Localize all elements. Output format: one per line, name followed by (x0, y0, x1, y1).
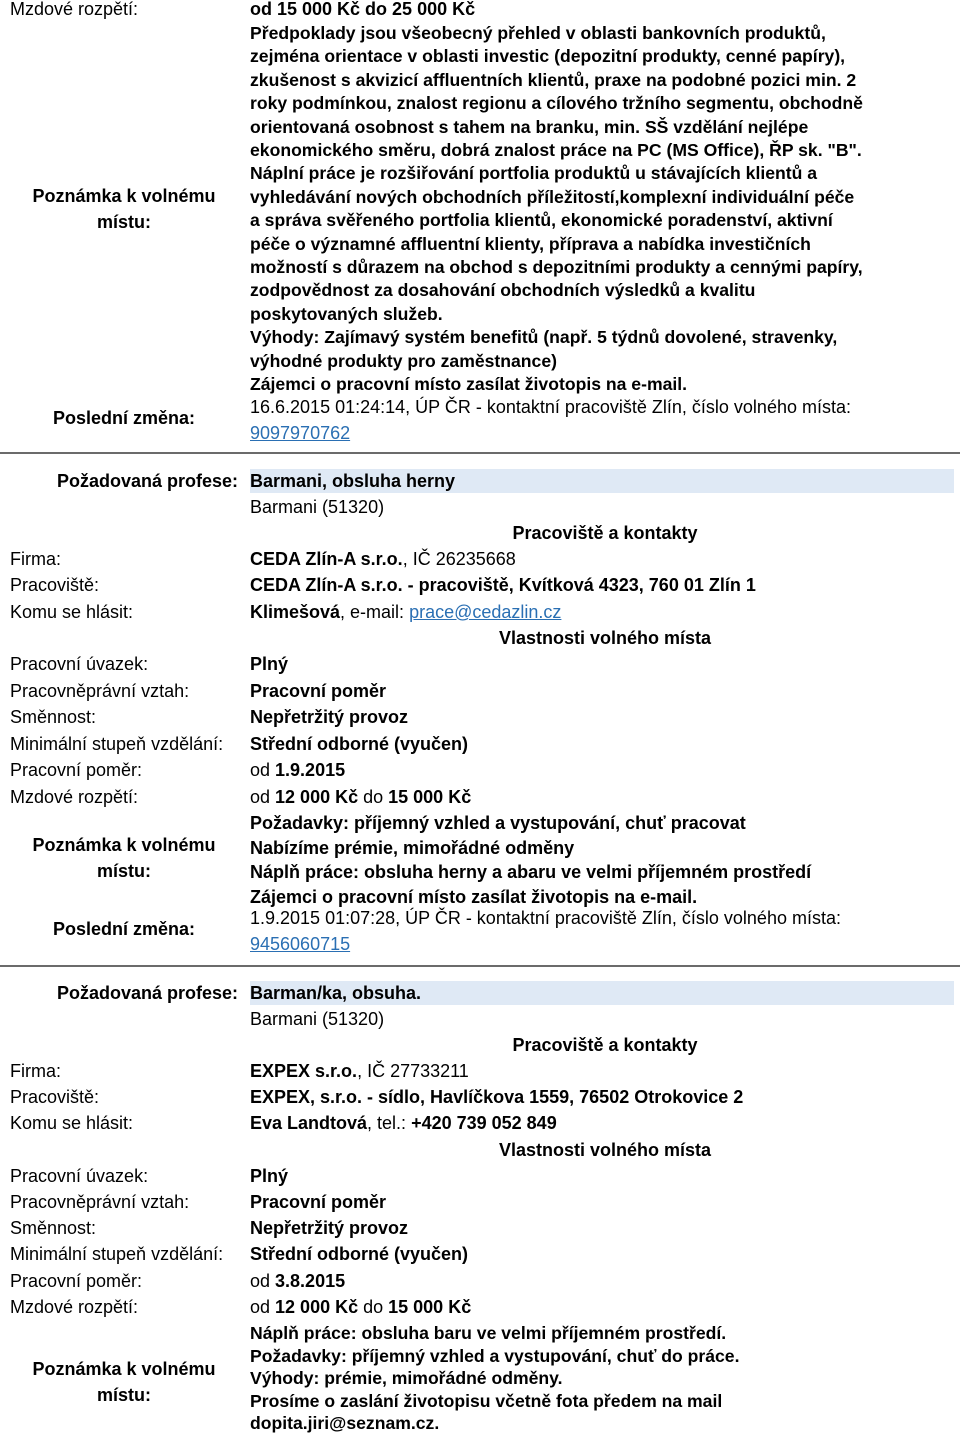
vzdelani-row (0, 1241, 960, 1267)
last-change-label: Poslední změna: (52, 408, 196, 428)
section-props-title: Vlastnosti volného místa (498, 628, 712, 648)
komu-row: Komu se hlásit: Eva Landtová, tel.: +420 739 052 849 (0, 1110, 960, 1136)
note-label: Poznámka k volnému místu: (32, 186, 216, 232)
profese-title: Barmani, obsluha herny (250, 471, 456, 491)
note-line: Výhody: prémie, mimořádné odměny. (250, 1368, 563, 1389)
vzdelani-label: Minimální stupeň vzdělání: (10, 734, 224, 754)
firma-label: Firma: (10, 1061, 61, 1081)
salary-row (0, 0, 960, 22)
pracoviste-label: Pracoviště: (10, 1087, 100, 1107)
note-line: roky podmínkou, znalost regionu a cílového tržního segmentu, obchodně (250, 93, 863, 114)
vacancy-number-link[interactable]: 9456060715 (250, 934, 351, 954)
separator (0, 452, 960, 454)
pracoviste-row (0, 572, 960, 598)
vztah-label: Pracovněprávní vztah: (10, 681, 190, 701)
note-line: ekonomického směru, dobrá znalost práce na PC (MS Office), ŘP sk. "B". (250, 140, 862, 161)
uvazek-row (0, 651, 960, 677)
smennost-row (0, 1215, 960, 1241)
note-line: Zájemci o pracovní místo zasílat životopis na e-mail. (250, 374, 688, 395)
note-line: Nabízíme prémie, mimořádné odměny (250, 837, 575, 858)
pomer-label: Pracovní poměr: (10, 760, 143, 780)
section-contacts (0, 1032, 960, 1058)
last-change-value: 1.9.2015 01:07:28, ÚP ČR - kontaktní pracoviště Zlín, číslo volného místa: 9456060715 (250, 908, 841, 954)
vztah-row (0, 678, 960, 704)
profese-code: Barmani (51320) (250, 497, 385, 517)
vzdelani-row (0, 731, 960, 757)
profese-label: Požadovaná profese: (56, 471, 238, 491)
separator (0, 965, 960, 967)
contact-email-link[interactable]: prace@cedazlin.cz (409, 602, 562, 622)
pracoviste-value: CEDA Zlín-A s.r.o. - pracoviště, Kvítková 4323, 760 01 Zlín 1 (250, 575, 756, 595)
smennost-value: Nepřetržitý provoz (250, 1218, 409, 1238)
note-line: Náplní práce je rozšiřování portfolia produktů u stávajících klientů a (250, 163, 818, 184)
uvazek-value: Plný (250, 654, 289, 674)
section-props (0, 1137, 960, 1163)
smennost-row (0, 704, 960, 730)
note-line: výhodné produkty pro zaměstnance) (250, 350, 557, 371)
note-line: zodpovědnost za dosahování obchodních výsledků a kvalitu (250, 280, 756, 301)
pracoviste-row (0, 1084, 960, 1110)
note-line: možností s důrazem na obchod s depozitními produkty a cennými papíry, (250, 257, 863, 278)
uvazek-value: Plný (250, 1166, 289, 1186)
firma-row (0, 1058, 960, 1084)
note-line: vyhledávání nových obchodních příležitostí,komplexní individuální péče (250, 186, 855, 207)
firma-name: EXPEX s.r.o. (250, 1061, 358, 1081)
section-contacts (0, 520, 960, 546)
pomer-label: Pracovní poměr: (10, 1271, 143, 1291)
profese-sub-row (0, 1006, 960, 1032)
section-contacts-title: Pracoviště a kontakty (512, 1035, 698, 1055)
section-contacts-title: Pracoviště a kontakty (512, 523, 698, 543)
smennost-value: Nepřetržitý provoz (250, 707, 409, 727)
komu-row: Komu se hlásit: Klimešová, e-mail: prace@cedazlin.cz (0, 599, 960, 625)
pomer-row: Pracovní poměr: od 3.8.2015 (0, 1268, 960, 1294)
note-line: dopita.jiri@seznam.cz. (250, 1413, 440, 1434)
uvazek-row (0, 1163, 960, 1189)
salary-label: Mzdové rozpětí: (10, 0, 139, 19)
profese-sub-row (0, 494, 960, 520)
note-line: a správa svěřeného portfolia klientů, ekonomické poradenství, aktivní (250, 210, 833, 231)
mzda-min: 12 000 Kč (275, 1297, 359, 1317)
note-text (250, 811, 955, 909)
contact-name: Klimešová (250, 602, 341, 622)
note-line: Požadavky: příjemný vzhled a vystupování, chuť do práce. (250, 1345, 740, 1366)
vzdelani-value: Střední odborné (vyučen) (250, 734, 469, 754)
note-line: Výhody: Zajímavý systém benefitů (např. 5 týdnů dovolené, stravenky, (250, 327, 838, 348)
profese-row (0, 468, 960, 494)
firma-ic: , IČ 27733211 (357, 1061, 469, 1081)
pomer-date: 1.9.2015 (275, 760, 346, 780)
firma-name: CEDA Zlín-A s.r.o. (250, 549, 403, 569)
note-line: zejména orientace v oblasti investic (depozitní produkty, cenné papíry), (250, 46, 846, 67)
profese-row (0, 980, 960, 1006)
note-line: Prosíme o zaslání životopisu včetně fota předem na mail (250, 1390, 723, 1411)
section-props-title: Vlastnosti volného místa (498, 1140, 712, 1160)
mzda-label: Mzdové rozpětí: (10, 787, 139, 807)
uvazek-label: Pracovní úvazek: (10, 1166, 149, 1186)
mzda-max: 15 000 Kč (388, 787, 472, 807)
vztah-row (0, 1189, 960, 1215)
profese-title: Barman/ka, obsuha. (250, 983, 422, 1003)
note-text (250, 22, 955, 397)
pomer-date: 3.8.2015 (275, 1271, 346, 1291)
smennost-label: Směnnost: (10, 1218, 97, 1238)
mzda-row: Mzdové rozpětí: od 12 000 Kč do 15 000 Kč (0, 1294, 960, 1320)
profese-code: Barmani (51320) (250, 1009, 385, 1029)
note-line: Náplň práce: obsluha herny a abaru ve velmi příjemném prostředí (250, 862, 812, 882)
komu-label: Komu se hlásit: (10, 602, 134, 622)
vzdelani-value: Střední odborné (vyučen) (250, 1244, 469, 1264)
note-line: orientovaná osobnost s tahem na branku, min. SŠ vzdělání nejlépe (250, 116, 809, 137)
note-label: Poznámka k volnému místu: (32, 835, 216, 881)
note-line: péče o významné affluentní klienty, příprava a nabídka investičních (250, 233, 811, 254)
uvazek-label: Pracovní úvazek: (10, 654, 149, 674)
note-line: zkušenost s akvizicí affluentních klientů, praxe na podobné pozici min. 2 (250, 69, 857, 90)
section-props (0, 625, 960, 651)
note-line: poskytovaných služeb. (250, 303, 443, 324)
mzda-label: Mzdové rozpětí: (10, 1297, 139, 1317)
firma-ic: , IČ 26235668 (402, 549, 516, 569)
last-change-value: 16.6.2015 01:24:14, ÚP ČR - kontaktní pracoviště Zlín, číslo volného místa: 9097970762 (250, 397, 851, 443)
vztah-value: Pracovní poměr (250, 1192, 387, 1212)
pracoviste-label: Pracoviště: (10, 575, 100, 595)
firma-label: Firma: (10, 549, 61, 569)
profese-label: Požadovaná profese: (56, 983, 238, 1003)
note-line: Zájemci o pracovní místo zasílat životopis na e-mail. (250, 886, 698, 907)
contact-name: Eva Landtová (250, 1113, 368, 1133)
note-line: Náplň práce: obsluha baru ve velmi příjemném prostředí. (250, 1323, 727, 1343)
note-line: Předpoklady jsou všeobecný přehled v oblasti bankovních produktů, (250, 23, 826, 43)
last-change-label: Poslední změna: (52, 919, 196, 939)
pomer-row: Pracovní poměr: od 1.9.2015 (0, 757, 960, 783)
vztah-value: Pracovní poměr (250, 681, 387, 701)
mzda-max: 15 000 Kč (388, 1297, 472, 1317)
note-line: Požadavky: příjemný vzhled a vystupování, chuť pracovat (250, 813, 746, 833)
mzda-min: 12 000 Kč (275, 787, 359, 807)
note-text (250, 1322, 955, 1435)
firma-row (0, 546, 960, 572)
smennost-label: Směnnost: (10, 707, 97, 727)
komu-label: Komu se hlásit: (10, 1113, 134, 1133)
vztah-label: Pracovněprávní vztah: (10, 1192, 190, 1212)
note-label: Poznámka k volnému místu: (32, 1359, 216, 1405)
vzdelani-label: Minimální stupeň vzdělání: (10, 1244, 224, 1264)
vacancy-number-link[interactable]: 9097970762 (250, 423, 351, 443)
mzda-row: Mzdové rozpětí: od 12 000 Kč do 15 000 Kč (0, 784, 960, 810)
pracoviste-value: EXPEX, s.r.o. - sídlo, Havlíčkova 1559, 76502 Otrokovice 2 (250, 1087, 744, 1107)
salary-value: od 15 000 Kč do 25 000 Kč (250, 0, 476, 19)
contact-phone: +420 739 052 849 (411, 1113, 557, 1133)
